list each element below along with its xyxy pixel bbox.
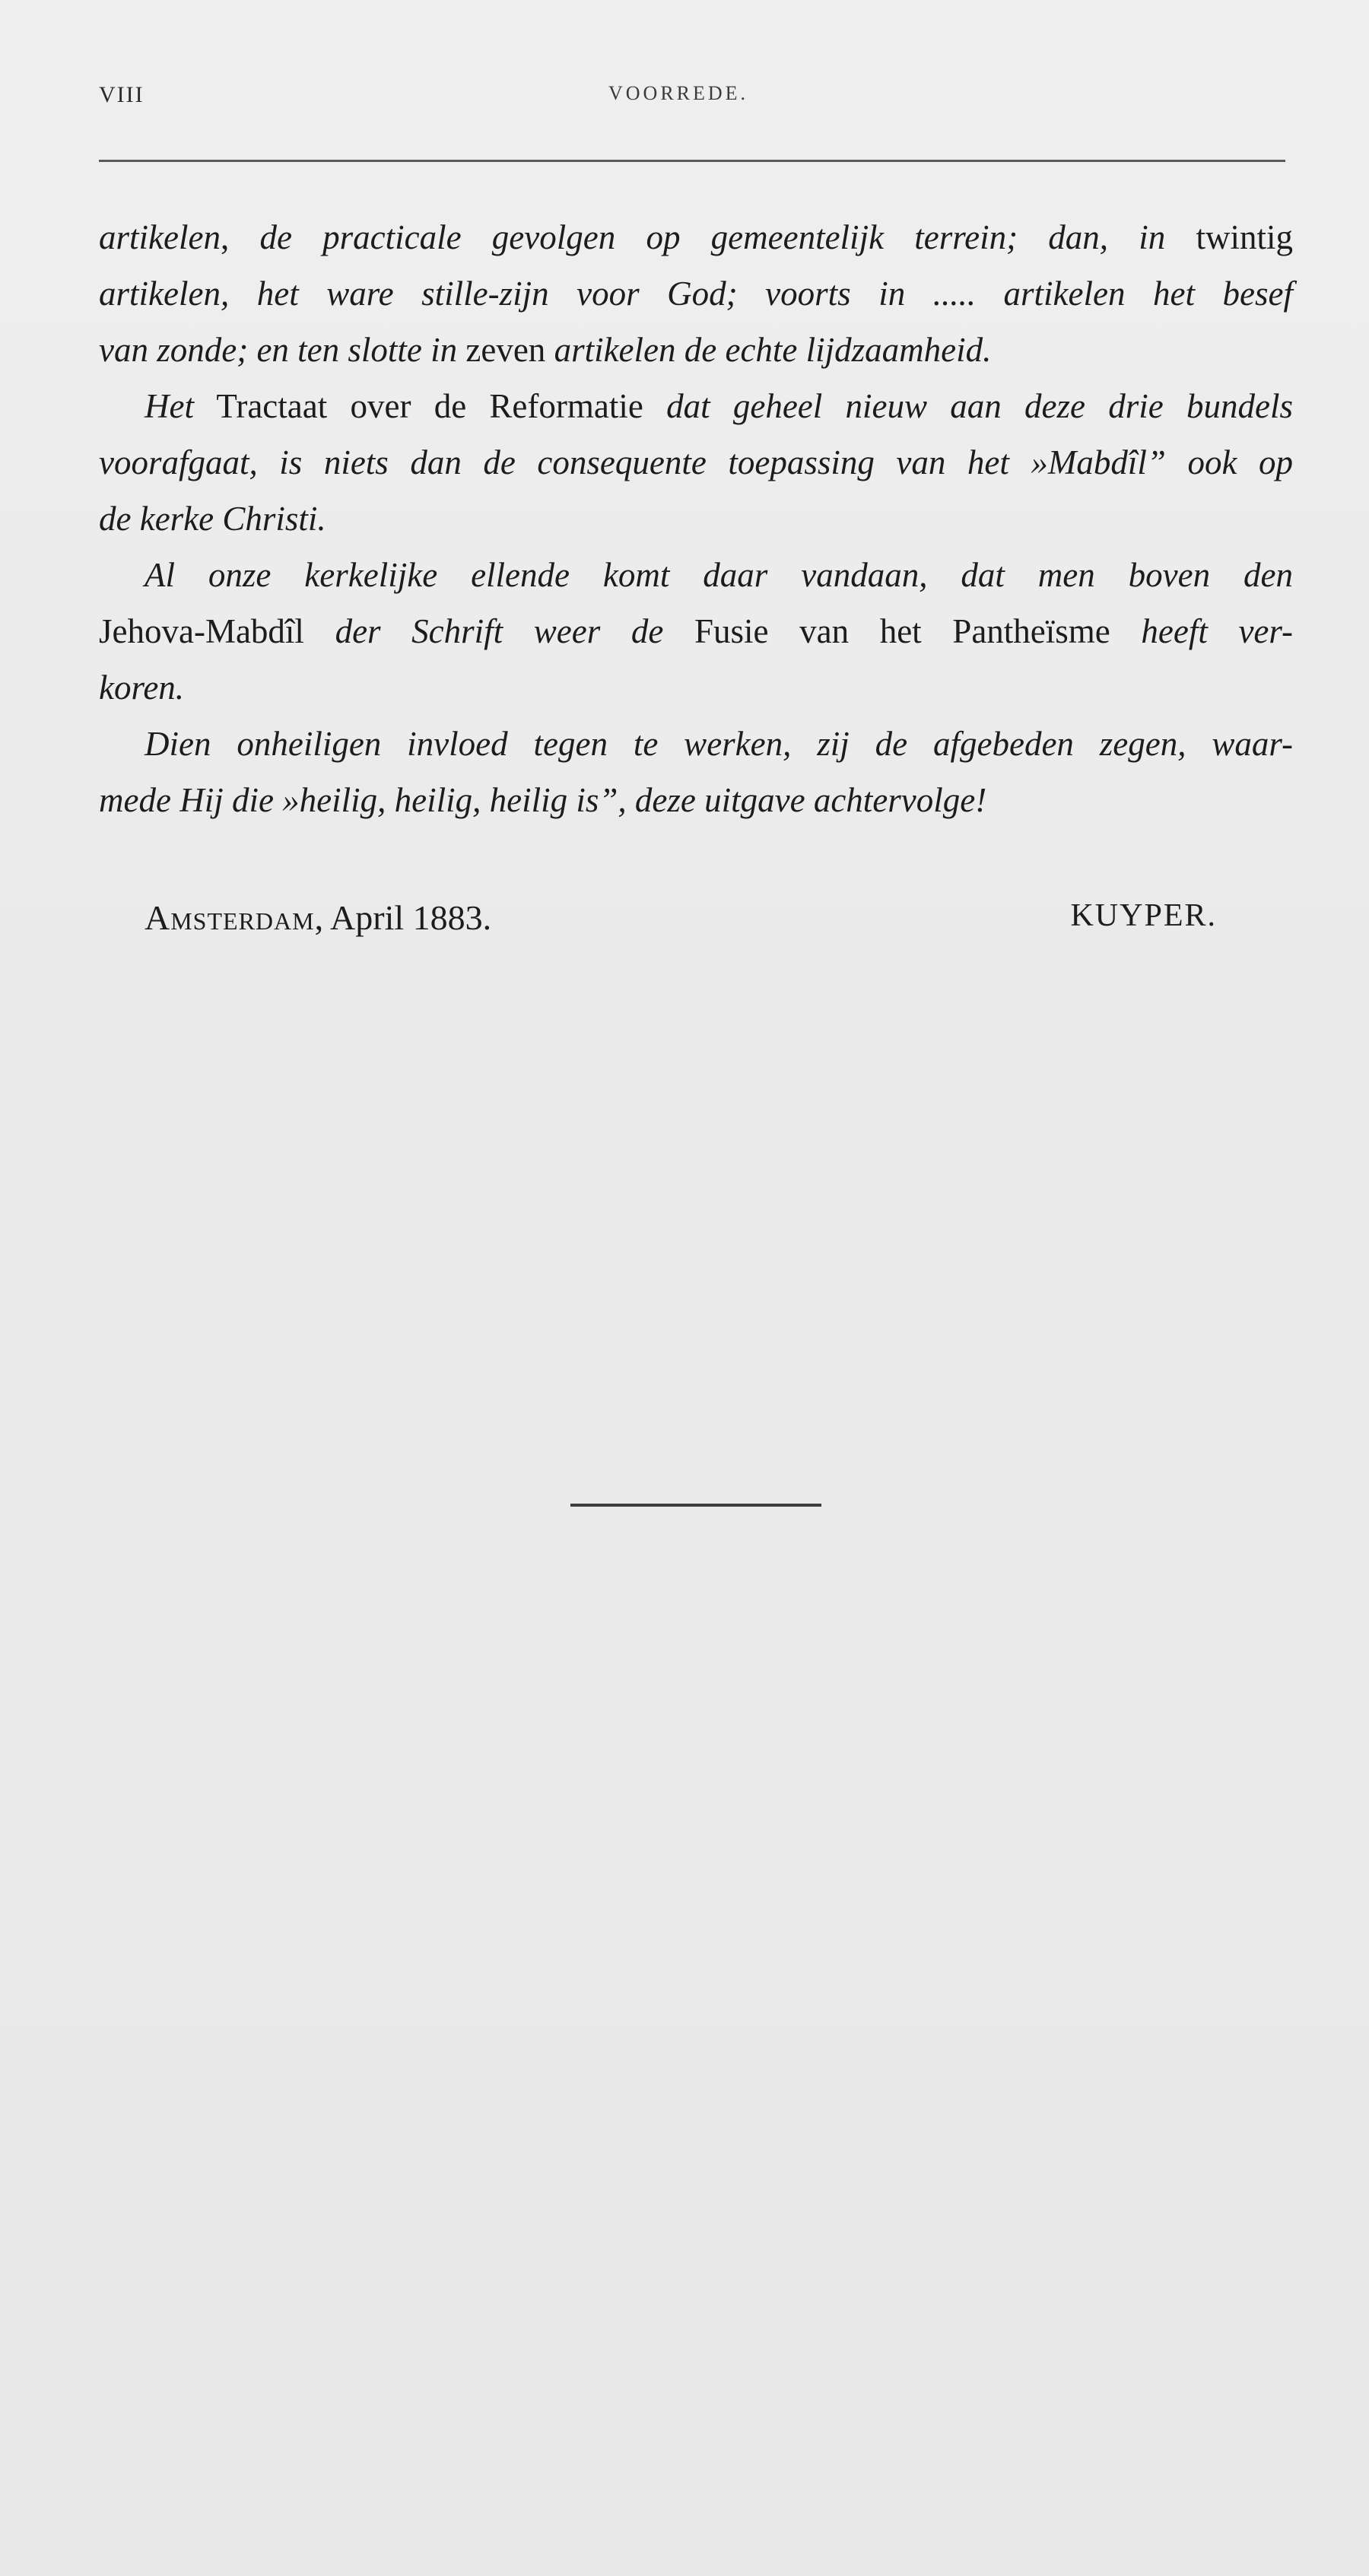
text-line — [99, 378, 1293, 434]
text-run: koren. — [99, 669, 185, 707]
text-run: Jehova-Mabdîl — [99, 612, 335, 650]
text-run: Dien onheiligen invloed tegen te werken, zij de afgebeden zegen, waar- — [145, 725, 1293, 763]
text-run: artikelen, het ware stille-zijn voor God; voorts in ..... artikelen het besef — [99, 275, 1293, 313]
text-run: Al onze kerkelijke ellende komt daar vandaan, dat men boven den — [145, 556, 1293, 594]
date: , April 1883. — [314, 898, 492, 937]
text-line — [99, 209, 1293, 265]
text-line — [99, 265, 1293, 322]
text-line — [99, 716, 1293, 772]
text-line — [99, 603, 1293, 659]
text-run: Het — [145, 387, 194, 425]
text-run: voorafgaat, is niets dan de consequente toepassing van het »Mabdîl” ook op — [99, 443, 1293, 481]
text-run: twintig — [1196, 218, 1293, 256]
text-run: mede Hij die »heilig, heilig, heilig is”, deze uitgave achtervolge! — [99, 781, 987, 819]
place: Amsterdam — [145, 898, 315, 937]
end-rule — [570, 1504, 821, 1507]
text-run: de kerke Christi. — [99, 500, 326, 538]
signature-block — [145, 897, 1217, 951]
text-line — [99, 434, 1293, 491]
text-line — [99, 322, 1293, 378]
text-run: Fusie van het Pantheïsme — [694, 612, 1142, 650]
text-line — [99, 491, 1293, 547]
running-title: VOORREDE. — [608, 82, 749, 104]
text-run: dat geheel nieuw aan deze drie bundels — [666, 387, 1293, 425]
text-run: der Schrift weer de — [335, 612, 694, 650]
text-run: , — [220, 218, 260, 256]
running-head — [99, 82, 1285, 113]
header-rule — [99, 160, 1285, 162]
page-number: VIII — [99, 82, 145, 107]
author-name: KUYPER. — [1070, 898, 1217, 933]
text-run: de practicale gevolgen op gemeentelijk terrein; dan, in — [259, 218, 1196, 256]
text-run: artikelen — [99, 218, 221, 256]
text-line — [99, 772, 1293, 828]
text-run: heeft ver- — [1141, 612, 1293, 650]
body-text — [99, 209, 1293, 828]
text-line — [99, 547, 1293, 603]
text-run: zeven — [465, 331, 546, 369]
text-line — [99, 659, 1293, 716]
text-run: artikelen de echte lijdzaamheid. — [545, 331, 992, 369]
place-date — [145, 897, 491, 938]
text-run: Tractaat over de Reformatie — [193, 387, 667, 425]
text-run: van zonde; en ten slotte in — [99, 331, 466, 369]
